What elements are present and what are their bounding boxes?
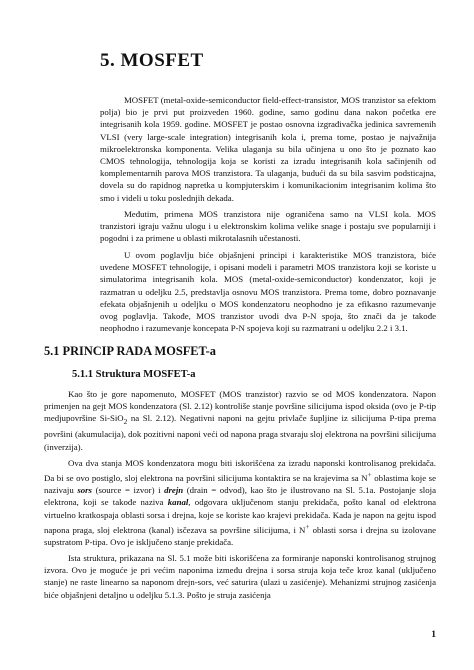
term-drejn: drejn bbox=[164, 485, 184, 496]
text-run: na Sl. 2.12). Negativni naponi na gejtu privlače šupljine iz silicijuma P-tipa prema površini (akumulacija), dok pozitivni naponi veći od napona praga stvaraju sloj elektrona na površini silicijuma (inverzija). bbox=[44, 413, 436, 452]
body-paragraph-2 bbox=[44, 457, 436, 548]
subscript: 2 bbox=[123, 417, 128, 427]
body-paragraph-3: Ista struktura, prikazana na Sl. 5.1 može biti iskorišćena za formiranje naponski kontrolisanog strujnog izvora. Ovo je moguće je pri većim naponima između drejna i sorsa struja koja teče kroz kanal (uključeno stanje) ne raste linearno sa naponom drejn-sors, već saturira (ulazi u zasićenje). Mehanizmi strujnog zasićenja biće objašnjeni detaljno u odeljku 5.1.3. Pošto je struja zasićenja bbox=[44, 553, 436, 600]
term-kanal: kanal bbox=[167, 497, 189, 508]
superscript: + bbox=[305, 521, 310, 531]
text-run: Kao što je gore napomenuto, MOSFET (MOS tranzistor) razvio se od MOS kondenzatora. Napon primenjen na gejt MOS kondenzatora (Sl. 2.12) kontroliše stanje površine silicijuma ispod oksida (ovo je P-tip medjupovršine Si-SiO bbox=[44, 389, 436, 424]
text-run: Ova dva stanja MOS kondenzatora mogu biti iskorišćena za izradu naponski kontrolisanog prekidača. Da bi se ovo postiglo, sloj elektrona na površini silicijuma kontaktira se na krajevima sa N bbox=[44, 458, 436, 484]
intro-paragraph-2: Međutim, primena MOS tranzistora nije ograničena samo na VLSI kola. MOS tranzistori igraju važnu ulogu i u elektronskim kolima velike snage i postaju sve popularniji i pogodni i za primene u oblasti mikrotalasnih učestanosti. bbox=[100, 209, 436, 244]
page-number: 1 bbox=[431, 630, 436, 640]
text-run: (source = izvor) i bbox=[91, 485, 165, 496]
intro-paragraph-1: MOSFET (metal-oxide-semiconductor field-effect-transistor, MOS tranzistor sa efektom polja) bio je prvi put proizveden 1960. godine, samo godinu dana nakon početka ere integrisanih kola 1959. godine. MOSFET je postao osnovna izgrađivačka jedinica savremenih VLSI (very large-scale integration) integrisanih kola i, prema tome, postao je najvažnija mikroelektronska komponenta. Velika ulaganja su bila učinjena u ono što je poznato kao CMOS tehnologija, tehnologija koja se koristi za izradu integrisanih kola sačinjenih od komplementarnih parova MOS tranzistora. Ta ulaganja, budući da su bila sasvim podsticajna, dovela su do rapidnog napretka u kompjuterskim i komunikacionim integrisanim kolima što smo i videli u toku poslednjih dekada. bbox=[100, 95, 436, 203]
subsection-heading: 5.1.1 Struktura MOSFET-a bbox=[72, 369, 196, 380]
text-run: , odgovara uključenom stanju prekidača, pošto kanal od elektrona virtuelno kratkospaja oblasti sorsa i drejna, koje se koriste kao krajevi prekidača. Kada je napon na gejtu ispod napona praga, sloj elektrona (kanal) isčezava sa površine silicijuma, i N bbox=[44, 497, 436, 535]
body-paragraph-1 bbox=[44, 388, 436, 453]
term-sors: sors bbox=[77, 485, 92, 496]
section-heading: 5.1 PRINCIP RADA MOSFET-a bbox=[44, 344, 216, 358]
chapter-title: 5. MOSFET bbox=[100, 50, 204, 71]
superscript: + bbox=[367, 470, 372, 480]
text-run: oblastima koje se nazivaju bbox=[44, 473, 436, 496]
text-run: (drain = odvod), kao što je ilustrovano na Sl. 5.1a. Postojanje sloja elektrona, koji se takođe naziva bbox=[44, 485, 436, 508]
text-run: oblasti sorsa i drejna su izolovane supstratom P-tipa. Ovo je isključeno stanje prekidača. bbox=[44, 524, 436, 547]
intro-paragraph-3: U ovom poglavlju biće objašnjeni principi i karakteristike MOS tranzistora, biće uvedene MOSFET tehnologije, i opisani modeli i parametri MOS tranzistora koji se koriste u simulatorima integrisanih kola. MOS (metal-oxide-semiconductor) kondenzator, koji je razmatran u odeljku 2.5, predstavlja osnovu MOS tranzistora. Prema tome, dobro poznavanje efekata objašnjenih u odeljku o MOS kondenzatoru neophodno je za efikasno razumevanje ovog poglavlja. Takođe, MOS tranzistor uvodi dva P-N spoja, što znači da je takođe neophodno i razumevanje koncepata P-N spojeva koji su razmatrani u odeljku 2.2 i 3.1. bbox=[100, 250, 436, 334]
